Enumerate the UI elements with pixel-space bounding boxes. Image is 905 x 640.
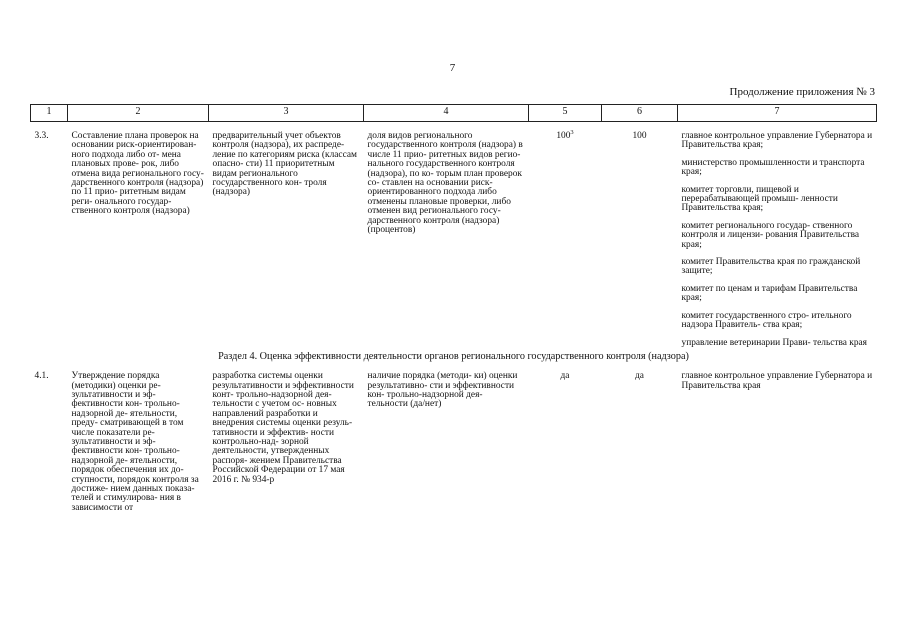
section-title: Раздел 4. Оценка эффективности деятельности органов регионального государственного контроля (надзора) <box>218 350 689 362</box>
responsible-item: управление ветеринарии Прави- тельства края <box>681 337 867 348</box>
column-header: 4 <box>364 105 529 122</box>
measure-text: Составление плана проверок на основании риск-ориентирован- ного подхода либо от- мена плановых прове- рок, либо отмена вида регионального госу- дарственного контроля (надзора) по 11 прио- ритетным видам реги- онального государ- ственного контроля (надзора) <box>71 131 204 217</box>
column-header: 6 <box>602 105 678 122</box>
responsible-item: главное контрольное управление Губернатора и Правительства края; <box>681 131 873 151</box>
page-number: 7 <box>449 62 456 74</box>
responsible-item: министерство промышленности и транспорта края; <box>681 157 865 178</box>
column-header: 1 <box>31 105 68 122</box>
table-header-row <box>31 105 877 122</box>
measures-table <box>30 104 877 513</box>
value-col5 <box>529 128 602 348</box>
responsible-item: комитет торговли, пищевой и перерабатывающей промыш- ленности Правительства края; <box>681 184 838 214</box>
table-row <box>31 132 877 348</box>
measure-text: Утверждение порядка (методики) оценки ре- зультативности и эф- фективности кон- трольно-надзорной де- ятельности, преду- сматривающей в том числе показатели ре- зультативности и эф- фективности кон- трольно-надзорной де- ятельности, порядок обеспечения их до- ступности, порядок контроля за достиже- нием данных показа- телей и стимулирова- ния в зависимости от <box>71 371 199 513</box>
result-text: разработка системы оценки результативности и эффективности конт- трольно-надзорной дея- тельности с учетом ос- новных направлений разработки и внедрения системы оценки резуль- тативности и эффектив- ности контрольно-над- зорной деятельности, утвержденных распоря- жением Правительства Российской Федерации от 17 мая 2016 г. № 934-р <box>212 371 354 485</box>
row-number: 3.3. <box>34 131 49 141</box>
responsible-list <box>678 372 877 513</box>
value-col5: да <box>560 371 570 382</box>
responsible-item: главное контрольное управление Губернатора и Правительства края <box>681 371 873 391</box>
continuation-label: Продолжение приложения № 3 <box>729 86 875 98</box>
footnote-marker: 3 <box>570 128 574 136</box>
responsible-list <box>678 132 877 348</box>
column-header: 3 <box>209 105 364 122</box>
value-col6: да <box>635 371 644 382</box>
indicator-text: наличие порядка (методи- ки) оценки результативно- сти и эффективности кон- трольно-надзорной дея- тельности (да/нет) <box>367 371 518 410</box>
responsible-item: комитет государственного стро- ительного надзора Правитель- ства края; <box>681 310 852 331</box>
responsible-item: комитет по ценам и тарифам Правительства края; <box>681 283 858 304</box>
row-number: 4.1. <box>34 371 49 382</box>
table-row <box>31 372 877 513</box>
value-col5-text: 100 <box>556 131 571 141</box>
result-text: предварительный учет объектов контроля (надзора), их распреде- ление по категориям риска (классам опасно- сти) 11 приоритетным видам регионального государственного кон- троля (надзора) <box>212 131 357 198</box>
responsible-item: комитет Правительства края по гражданской защите; <box>681 257 861 277</box>
column-header: 7 <box>678 105 877 122</box>
value-col6: 100 <box>632 131 647 141</box>
indicator-text: доля видов регионального государственного контроля (надзора) в числе 11 прио- ритетных видов регио- нального государственного контроля (надзора), по ко- торым план проверок со- ставлен на основании риск- ориентированного подхода либо отменены плановые проверки, либо отменен вид регионального госу- дарственного контроля (надзора) (процентов) <box>367 131 523 236</box>
column-header: 5 <box>529 105 602 122</box>
section-title-row <box>31 348 877 372</box>
responsible-item: комитет регионального государ- ственного контроля и лицензи- рования Правительства края; <box>681 220 860 250</box>
column-header: 2 <box>68 105 209 122</box>
